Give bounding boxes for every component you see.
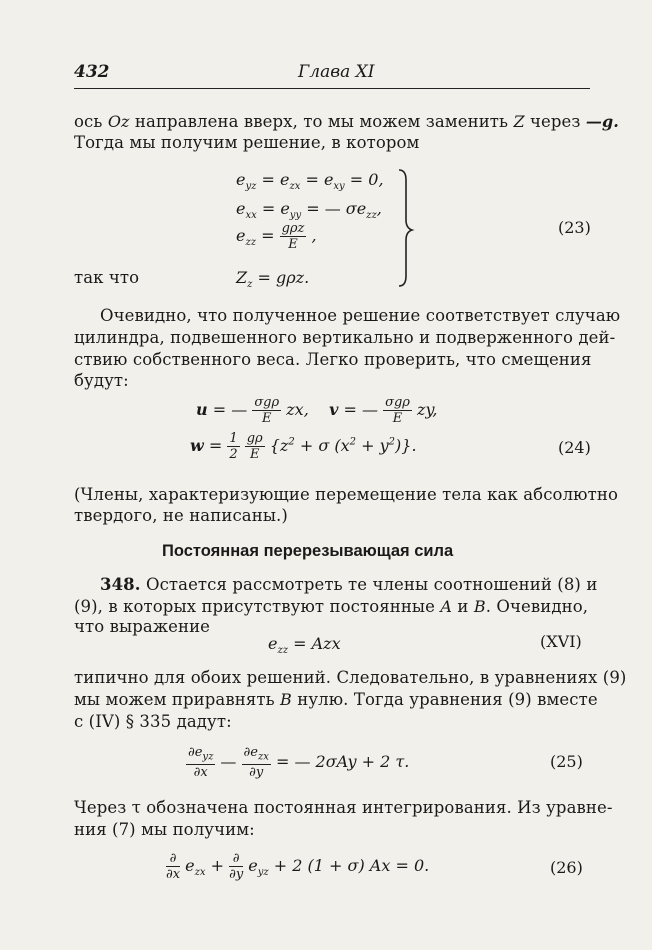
paragraph-3-line-1: (Члены, характеризующие перемещение тела как абсолютно — [74, 485, 618, 504]
section-number: 348. — [100, 575, 141, 594]
paragraph-4-line-3: что выражение — [74, 617, 211, 636]
paragraph-4-line-2: (9), в которых присутствуют постоянные A и B. Очевидно, — [74, 597, 589, 616]
paragraph-6-line-1: Через τ обозначена постоянная интегрирования. Из уравне- — [74, 798, 613, 817]
header-rule — [74, 88, 590, 89]
paragraph-2-line-2: цилиндра, подвешенного вертикально и подверженного дей- — [74, 328, 616, 347]
paragraph-5-line-2: мы можем приравнять B нулю. Тогда уравнения (9) вместе — [74, 690, 598, 709]
paragraph-2-line-1: Очевидно, что полученное решение соответствует случаю — [100, 306, 621, 325]
paragraph-5-line-3: с (IV) § 335 дадут: — [74, 712, 232, 731]
eq23-number: (23) — [558, 218, 591, 237]
equation-26: $\frac{\partial}{\partial x}$ $e_{zx}$ + $\frac{\partial}{\partial y}$ $e_{yz} + 2$ (1 + σ) Ax = 0. — [166, 851, 430, 882]
paragraph-4-line-1: 348. Остается рассмотреть те члены соотношений (8) и — [100, 575, 598, 594]
paragraph-2-line-3: ствию собственного веса. Легко проверить, что смещения — [74, 350, 592, 369]
paragraph-5-line-1: типично для обоих решений. Следовательно, в уравнениях (9) — [74, 668, 627, 687]
eq-xvi-number: (XVI) — [540, 632, 582, 651]
paragraph-1-line-2: Тогда мы получим решение, в котором — [74, 133, 420, 152]
equation-xvi: $e_{zz}$ = Azx — [268, 634, 341, 657]
paragraph-3-line-2: твердого, не написаны.) — [74, 506, 288, 525]
eq24-line-1: u = — $\frac{\text{σgρ}}{E}$ zx, v = — $\frac{\text{σgρ}}{E}$ zy, — [196, 395, 438, 426]
eq23-line-1: $e_{yz} = e_{zx} = e_{xy} = 0$, — [236, 170, 384, 193]
paragraph-2-line-4: будут: — [74, 371, 129, 390]
eq25-number: (25) — [550, 752, 583, 771]
chapter-title: Глава XI — [298, 62, 375, 82]
paragraph-1-line-1: ось Oz направлена вверх, то мы можем заменить Z через —g. — [74, 112, 619, 131]
eq23-line-4: $Z_z = g\rho z$. — [236, 268, 310, 291]
eq23-line-2: $e_{xx} = e_{yy}$ = — $\sigma e_{zz}$, — [236, 199, 382, 222]
eq23-line-3: $e_{zz}$ = $\frac{\text{gρz}}{E}$ , — [236, 221, 317, 252]
eq24-number: (24) — [558, 438, 591, 457]
equation-25: $\frac{\partial e_{yz}}{\partial x}$ — $\frac{\partial e_{zx}}{\partial y}$ = — 2σAy + 2 τ. — [188, 745, 410, 780]
page-number: 432 — [74, 62, 110, 82]
right-brace-icon — [396, 168, 418, 288]
section-title: Постоянная перерезывающая сила — [162, 542, 454, 560]
paragraph-6-line-2: ния (7) мы получим: — [74, 820, 255, 839]
eq23-so-that-label: так что — [74, 268, 140, 287]
eq26-number: (26) — [550, 858, 583, 877]
eq24-line-2: w = $\frac{1}{2}$ $\frac{g\rho}{E}$ {$z^2 + \sigma$ $(x^2 + y^2)$}. — [190, 431, 417, 462]
